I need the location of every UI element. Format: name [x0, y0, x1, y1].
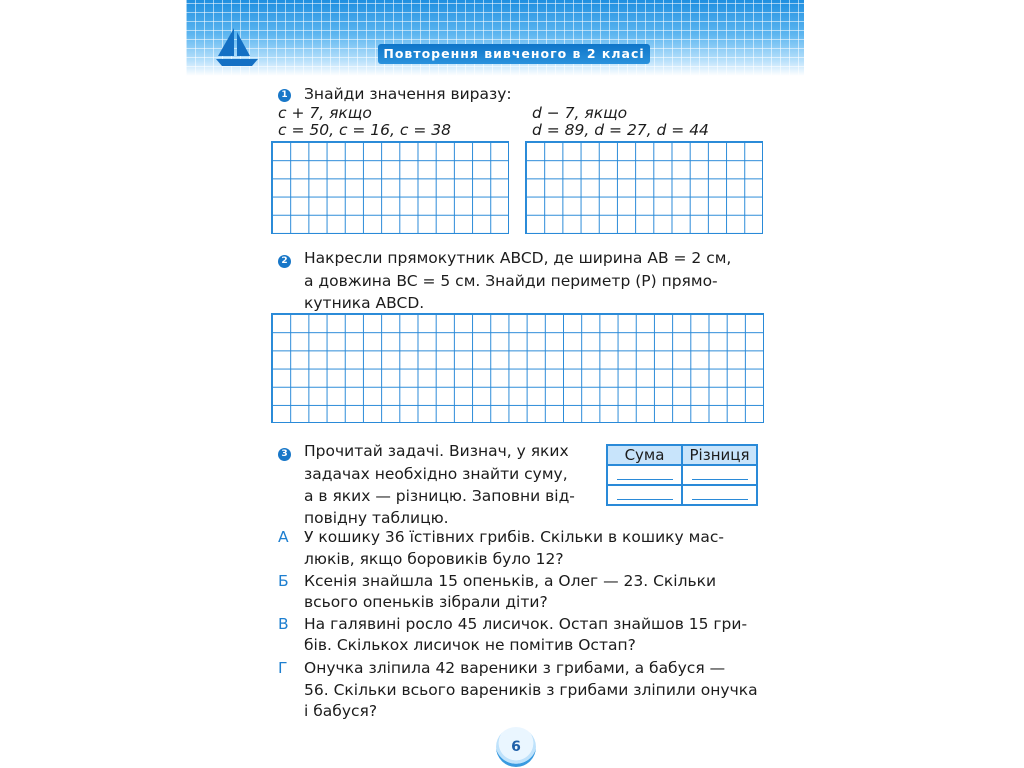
task-number-1: 1 — [278, 89, 291, 102]
header-difference: Різниця — [682, 445, 757, 465]
difference-answer-cell-1[interactable] — [682, 465, 757, 485]
problem-b-line-2: всього опеньків зібрали діти? — [304, 593, 548, 611]
sum-answer-cell-2[interactable] — [607, 485, 682, 505]
task3-line-2: задачах необхідно знайти суму, — [304, 465, 568, 483]
task2-line-3: кутника ABCD. — [304, 294, 425, 312]
sum-answer-cell-1[interactable] — [607, 465, 682, 485]
task2-line-2: а довжина BC = 5 см. Знайди периметр (P) прямо- — [304, 272, 718, 290]
problem-letter-v: В — [278, 615, 289, 633]
task3-line-4: повідну таблицю. — [304, 509, 449, 527]
problem-letter-a: А — [278, 528, 289, 546]
task1-left-values: c = 50, c = 16, c = 38 — [278, 121, 451, 139]
task-number-3: 3 — [278, 448, 291, 461]
task1-right-values: d = 89, d = 27, d = 44 — [532, 121, 709, 139]
problem-g-line-3: і бабуся? — [304, 702, 378, 720]
task3-line-1: Прочитай задачі. Визнач, у яких — [304, 442, 569, 460]
problem-a-line-2: люків, якщо боровиків було 12? — [304, 550, 564, 568]
problem-v-line-1: На галявині росло 45 лисичок. Остап знайшов 15 гри- — [304, 615, 748, 633]
task1-left-answer-grid[interactable] — [271, 141, 509, 234]
workbook-page — [186, 0, 804, 768]
task2-drawing-grid[interactable] — [271, 313, 764, 423]
problem-v-line-2: бів. Скількох лисичок не помітив Остап? — [304, 636, 636, 654]
problem-letter-b: Б — [278, 572, 289, 590]
page-number: 6 — [496, 727, 536, 767]
problem-g-line-2: 56. Скільки всього вареників з грибами зліпили онучка — [304, 681, 758, 699]
problem-g-line-1: Онучка зліпила 42 вареники з грибами, а бабуся — — [304, 659, 726, 677]
task1-right-answer-grid[interactable] — [525, 141, 763, 234]
sum-difference-table — [606, 444, 758, 506]
sailboat-icon — [214, 26, 260, 68]
header-sum: Сума — [607, 445, 682, 465]
task-number-2: 2 — [278, 255, 291, 268]
task1-prompt: Знайди значення виразу: — [304, 85, 512, 103]
task3-line-3: а в яких — різницю. Заповни від- — [304, 487, 575, 505]
problem-b-line-1: Ксенія знайшла 15 опеньків, а Олег — 23. Скільки — [304, 572, 717, 590]
difference-answer-cell-2[interactable] — [682, 485, 757, 505]
problem-letter-g: Г — [278, 659, 288, 677]
problem-a-line-1: У кошику 36 їстівних грибів. Скільки в кошику мас- — [304, 528, 724, 546]
section-title: Повторення вивченого в 2 класі — [378, 44, 650, 64]
task2-line-1: Накресли прямокутник ABCD, де ширина AB = 2 см, — [304, 249, 732, 267]
task1-right-expression: d − 7, якщо — [532, 104, 628, 122]
page-header — [186, 0, 804, 76]
task1-left-expression: c + 7, якщо — [278, 104, 372, 122]
